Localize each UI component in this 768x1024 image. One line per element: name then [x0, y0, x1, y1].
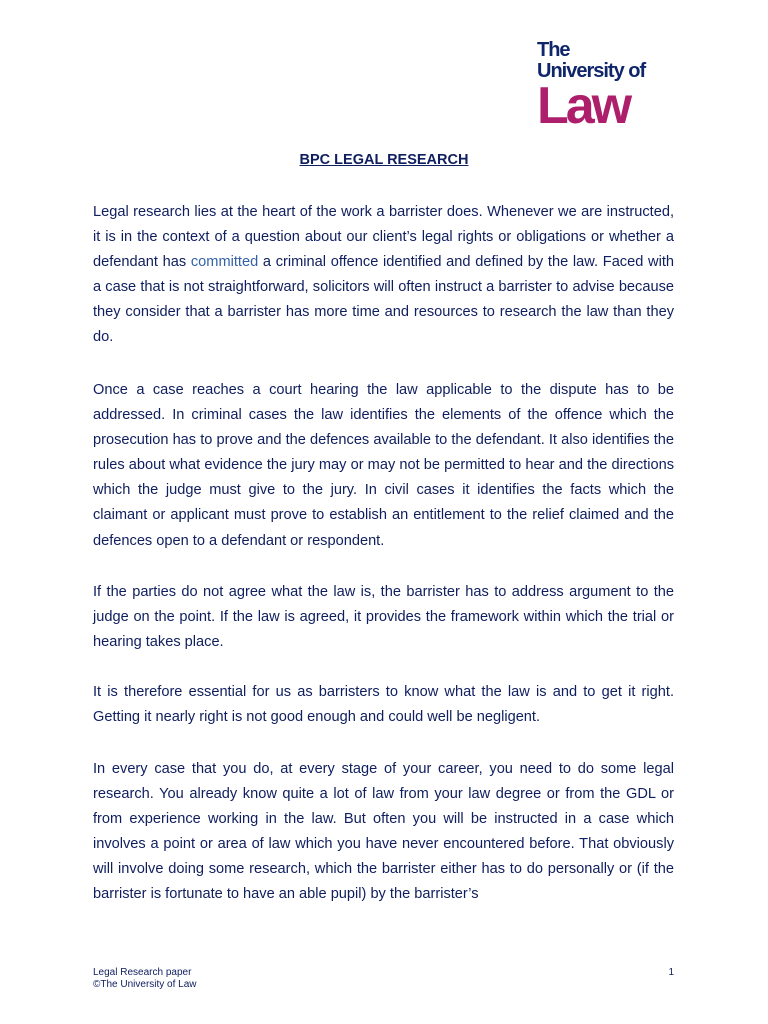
- footer-copyright: ©The University of Law: [93, 979, 197, 990]
- paragraph-5: In every case that you do, at every stage of your career, you need to do some legal research. You already know quite a lot of law from your law degree or from the GDL or from experience working in the law. But often you will be instructed in a case which involves a point or area of law which you have never encountered before. That obviously will involve doing some research, which the barrister either has to do personally or (if the barrister is fortunate to have an able pupil) by the barrister’s: [93, 761, 674, 903]
- university-of-law-logo: [537, 39, 657, 135]
- paragraph-2: Once a case reaches a court hearing the law applicable to the dispute has to be addressed. In criminal cases the law identifies the elements of the offence which the prosecution has to prove and the defences available to the defendant. It also identifies the rules about what evidence the jury may or may not be permitted to hear and the directions which the judge must give to the jury. In civil cases it identifies the facts which the claimant or applicant must prove to establish an entitlement to the relief claimed and the defences open to a defendant or respondent.: [93, 382, 674, 549]
- paragraph-1: [93, 200, 674, 351]
- footer-paper-title: Legal Research paper: [93, 967, 192, 978]
- logo-line-the: The: [537, 39, 570, 61]
- paragraph-4: It is therefore essential for us as barristers to know what the law is and to get it right. Getting it nearly right is not good enough and could well be negligent.: [93, 684, 674, 726]
- logo-line-law: Law: [537, 77, 630, 135]
- paragraph-1-text-before: Legal research lies at the heart of the work a barrister does. Whenever we are instructed, it is in the context of a question about our client’s legal rights or obligations or whether a defendant has: [93, 204, 674, 271]
- committed-highlight-text: committed: [190, 254, 259, 271]
- document-title: BPC LEGAL RESEARCH: [299, 152, 469, 168]
- page-number: 1: [668, 967, 674, 978]
- logo-line-university-of: University of: [537, 60, 646, 82]
- paragraph-3: If the parties do not agree what the law is, the barrister has to address argument to the judge on the point. If the law is agreed, it provides the framework within which the trial or hearing takes place.: [93, 584, 674, 651]
- page-footer: [93, 967, 674, 991]
- paragraph-1-text-after: a criminal offence identified and defined by the law. Faced with a case that is not straightforward, solicitors will often instruct a barrister to advise because they consider that a barrister has more time and resources to research the law than they do.: [93, 254, 674, 346]
